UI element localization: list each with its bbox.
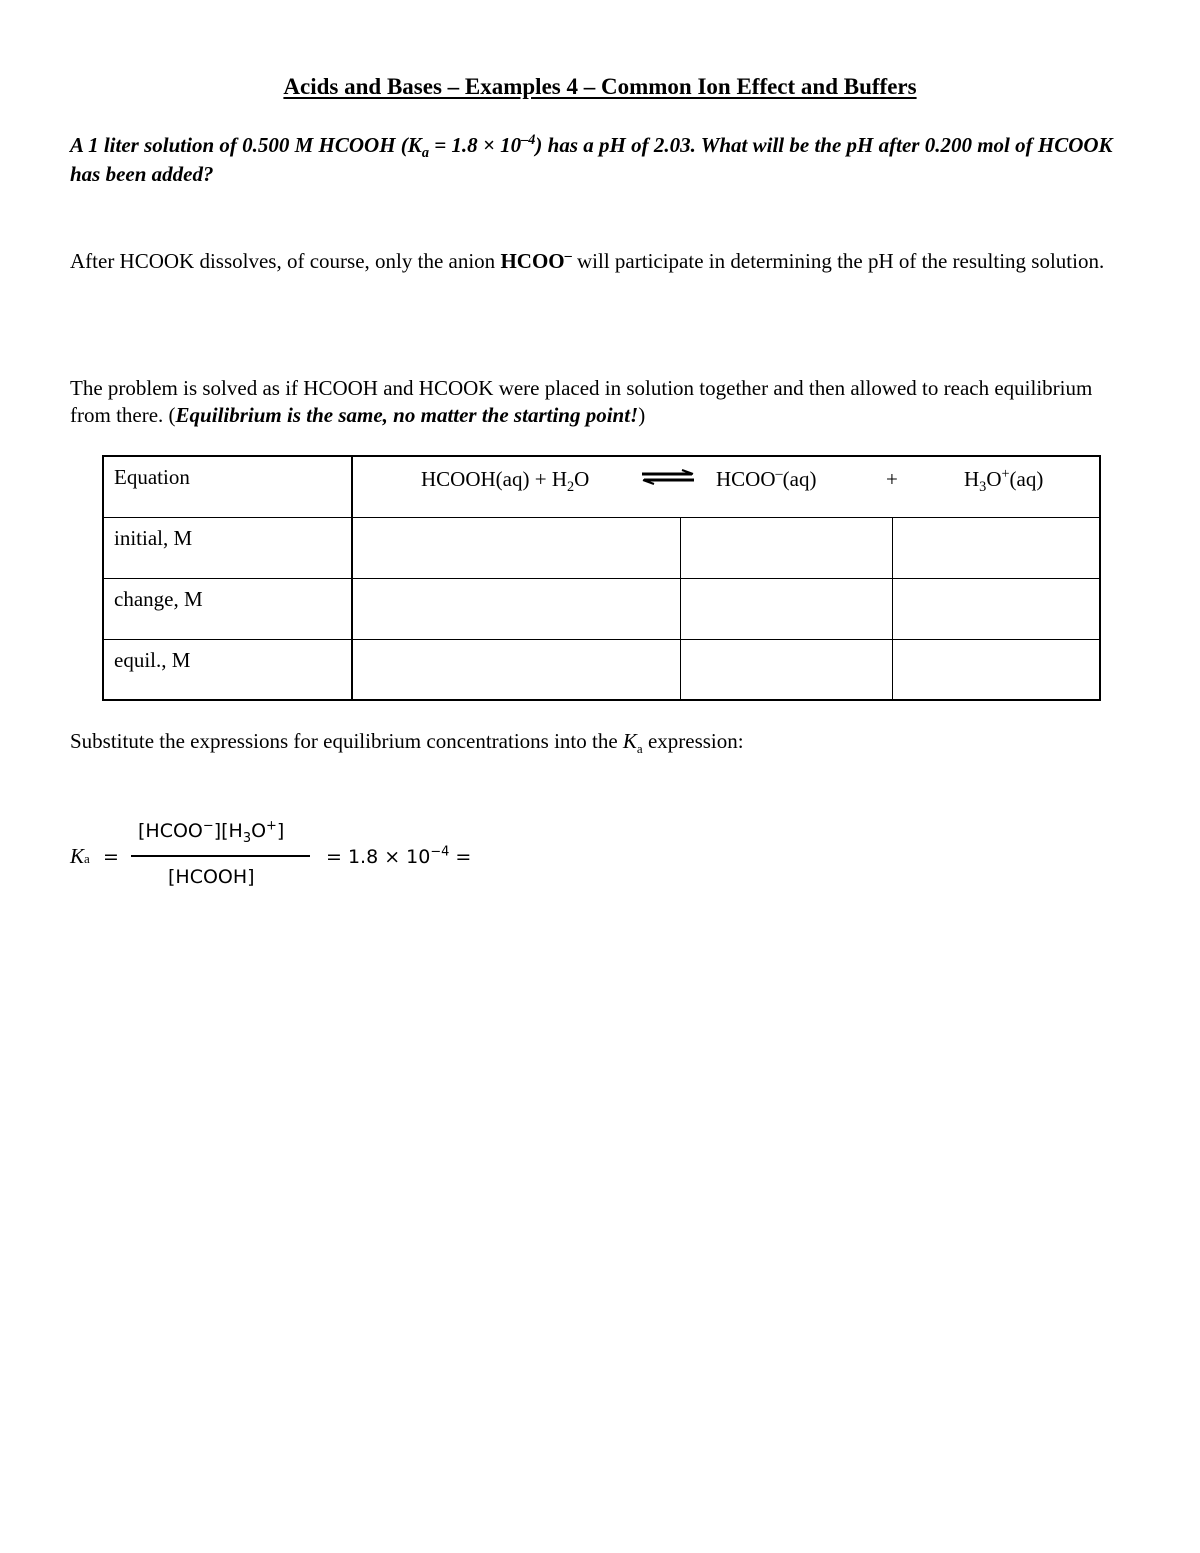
row-label-equation: Equation (103, 456, 352, 517)
ka-sub: a (84, 851, 90, 866)
method-text: The problem is solved as if HCOOH and HCOOK were placed in solution together and then allowed to reach equilibrium from there. ( (70, 376, 1093, 427)
ka-equals-sign: = (103, 846, 119, 868)
question-text-3: ) has a pH of 2.03. What will be the pH after 0.200 mol of HCOOK has been added? (70, 133, 1113, 186)
ka-exponent: –4 (521, 132, 536, 148)
equation-product-hydronium: $H_3O^+(aq)$ (964, 466, 1044, 496)
row-label-initial: initial, M (103, 517, 352, 578)
substitute-text-after: expression: (642, 729, 744, 753)
method-close: ) (638, 403, 646, 427)
substitute-text-before: Substitute the expressions for equilibrium concentrations into the (70, 729, 623, 753)
cell-change-reactant[interactable] (352, 578, 680, 639)
fraction-bar (131, 855, 310, 857)
cell-initial-hydronium[interactable] (892, 517, 1100, 578)
equation-reactants: HCOOH(aq) + $H_2O$ (421, 467, 590, 496)
substitute-k-sub: a (636, 741, 643, 757)
ka-symbol (70, 844, 90, 869)
question-text-1: A 1 liter solution of 0.500 M HCOOH (K (70, 133, 422, 157)
ice-row-equation (103, 456, 1100, 517)
cell-equil-reactant[interactable] (352, 639, 680, 700)
ka-value: = $1.8 \times 10^{-4}$ = (326, 844, 472, 868)
ice-table (102, 455, 1101, 701)
equation-product-formate: HCOO–(aq) (716, 466, 817, 491)
substitute-instruction (70, 729, 744, 757)
cell-initial-reactant[interactable] (352, 517, 680, 578)
method-paragraph (70, 375, 1130, 429)
question-text-2: = 1.8 × 10 (428, 133, 522, 157)
ice-row-initial (103, 517, 1100, 578)
ka-denominator: [HCOOH] (168, 866, 255, 888)
anion-paragraph (70, 241, 1130, 282)
cell-initial-formate[interactable] (680, 517, 892, 578)
ka-letter: K (70, 844, 85, 868)
cell-equil-hydronium[interactable] (892, 639, 1100, 700)
ice-row-change (103, 578, 1100, 639)
equation-plus: + (886, 467, 898, 491)
row-label-change: change, M (103, 578, 352, 639)
method-emphasis: Equilibrium is the same, no matter the starting point! (175, 403, 639, 427)
reaction-equation (352, 456, 1100, 517)
anion-formula: HCOO (500, 249, 565, 273)
ka-subscript: a (421, 145, 429, 162)
page-title: Acids and Bases – Examples 4 – Common Ion Effect and Buffers (283, 74, 917, 99)
row-label-equil: equil., M (103, 639, 352, 700)
anion-charge: – (564, 248, 572, 264)
ice-row-equil (103, 639, 1100, 700)
anion-text-before: After HCOOK dissolves, of course, only the anion (70, 249, 501, 273)
equilibrium-arrow-icon (640, 469, 696, 485)
anion-text-after: will participate in determining the pH of the resulting solution. (571, 249, 1105, 273)
cell-equil-formate[interactable] (680, 639, 892, 700)
cell-change-formate[interactable] (680, 578, 892, 639)
problem-statement (70, 131, 1140, 189)
substitute-k: K (622, 729, 637, 753)
ka-numerator: $[HCOO^-][H_3O^+]$ (138, 818, 285, 846)
cell-change-hydronium[interactable] (892, 578, 1100, 639)
